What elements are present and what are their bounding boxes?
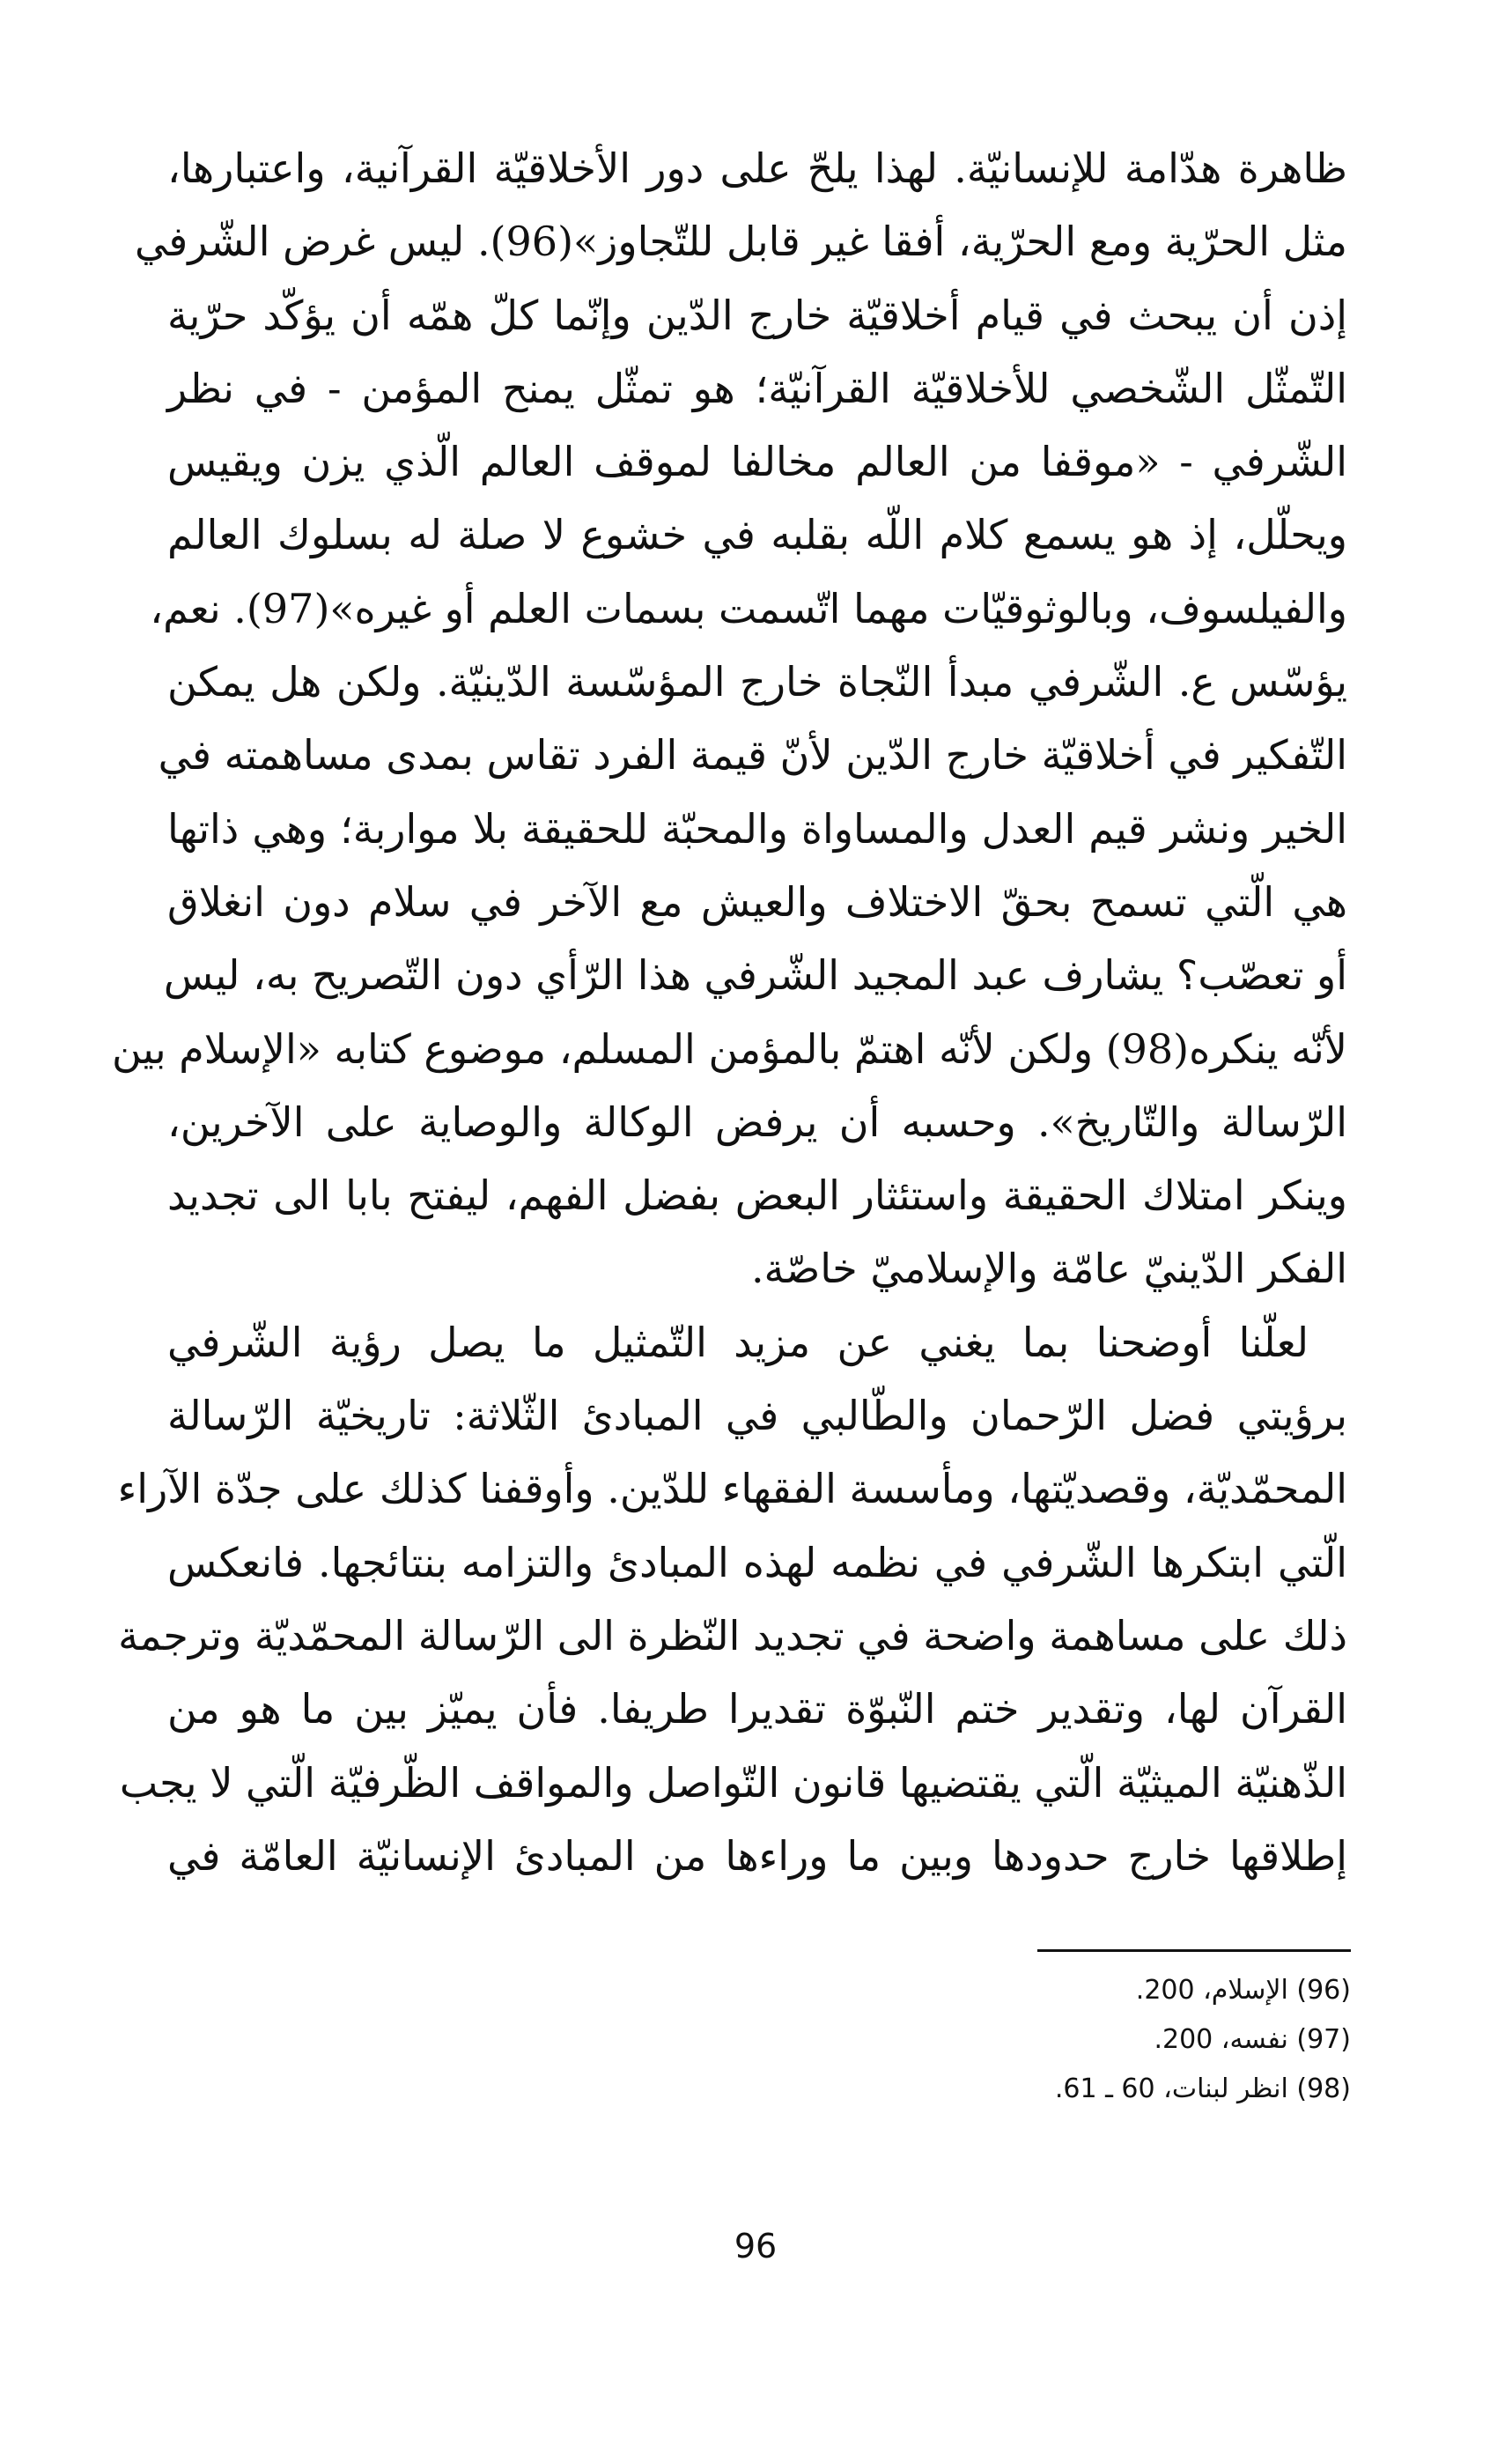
footnote-97: (97) نفسه، 200. (1154, 2024, 1351, 2055)
text-line-1: ظاهرة هدّامة للإنسانيّة. لهذا يلحّ على دور الأخلاقيّة القرآنية، واعتبارها، (167, 144, 1347, 192)
text-line-11: هي الّتي تسمح بحقّ الاختلاف والعيش مع الآخر في سلام دون انغلاق (167, 877, 1347, 926)
text-line-10: الخير ونشر قيم العدل والمساواة والمحبّة للحقيقة بلا مواربة؛ وهي ذاتها (167, 804, 1347, 853)
text-line-24: إطلاقها خارج حدودها وبين ما وراءها من المبادئ الإنسانيّة العامّة في (167, 1831, 1347, 1880)
text-line-2: مثل الحرّية ومع الحرّية، أفقا غير قابل للتّجاوز»(96). ليس غرض الشّرفي (134, 218, 1347, 266)
text-line-7: والفيلسوف، وبالوثوقيّات مهما اتّسمت بسمات العلم أو غيره»(97). نعم، (150, 584, 1347, 632)
text-line-4: التّمثّل الشّخصي للأخلاقيّة القرآنيّة؛ هو تمثّل يمنح المؤمن - في نظر (167, 364, 1347, 412)
text-line-21: ذلك على مساهمة واضحة في تجديد النّظرة الى الرّسالة المحمّديّة وترجمة (118, 1611, 1347, 1659)
page-number: 96 (734, 2227, 778, 2265)
text-line-18: برؤيتي فضل الرّحمان والطّالبي في المبادئ الثّلاثة: تاريخيّة الرّسالة (167, 1392, 1347, 1440)
text-line-14: الرّسالة والتّاريخ». وحسبه أن يرفض الوكالة والوصاية على الآخرين، (167, 1098, 1347, 1146)
text-line-17: لعلّنا أوضحنا بما يغني عن مزيد التّمثيل ما يصل رؤية الشّرفي (167, 1318, 1309, 1366)
text-line-23: الذّهنيّة الميثيّة الّتي يقتضيها قانون التّواصل والمواقف الظّرفيّة الّتي لا يجب (119, 1758, 1347, 1807)
text-line-5: الشّرفي - «موقفا من العالم مخالفا لموقف العالم الّذي يزن ويقيس (167, 438, 1347, 486)
footnote-96: (96) الإسلام، 200. (1135, 1975, 1351, 2006)
text-line-16: الفكر الدّينيّ عامّة والإسلاميّ خاصّة. (750, 1245, 1347, 1293)
text-line-20: الّتي ابتكرها الشّرفي في نظمه لهذه المبادئ والتزامه بنتائجها. فانعكس (167, 1538, 1347, 1586)
footnote-98: (98) انظر لبنات، 60 ـ 61. (1054, 2073, 1351, 2104)
text-line-22: القرآن لها، وتقدير ختم النّبوّة تقديرا طريفا. فأن يميّز بين ما هو من (167, 1685, 1347, 1733)
footnotes (881, 1966, 1351, 2114)
text-line-6: ويحلّل، إذ هو يسمع كلام اللّه بقلبه في خشوع لا صلة له بسلوك العالم (167, 511, 1347, 559)
body-text (111, 132, 1347, 1893)
text-line-15: وينكر امتلاك الحقيقة واستئثار البعض بفضل الفهم، ليفتح بابا الى تجديد (167, 1171, 1347, 1220)
text-line-12: أو تعصّب؟ يشارف عبد المجيد الشّرفي هذا الرّأي دون التّصريح به، ليس (163, 951, 1347, 1000)
text-line-19: المحمّديّة، وقصديّتها، ومأسسة الفقهاء للدّين. وأوقفنا كذلك على جدّة الآراء (117, 1465, 1347, 1513)
footnote-divider (1037, 1949, 1351, 1952)
text-line-3: إذن أن يبحث في قيام أخلاقيّة خارج الدّين وإنّما كلّ همّه أن يؤكّد حرّية (167, 291, 1347, 339)
text-line-9: التّفكير في أخلاقيّة خارج الدّين لأنّ قيمة الفرد تقاس بمدى مساهمته في (158, 731, 1347, 780)
text-line-8: يؤسّس ع. الشّرفي مبدأ النّجاة خارج المؤسّسة الدّينيّة. ولكن هل يمكن (167, 658, 1347, 706)
text-line-13: لأنّه ينكره(98) ولكن لأنّه اهتمّ بالمؤمن المسلم، موضوع كتابه «الإسلام بين (111, 1024, 1347, 1073)
